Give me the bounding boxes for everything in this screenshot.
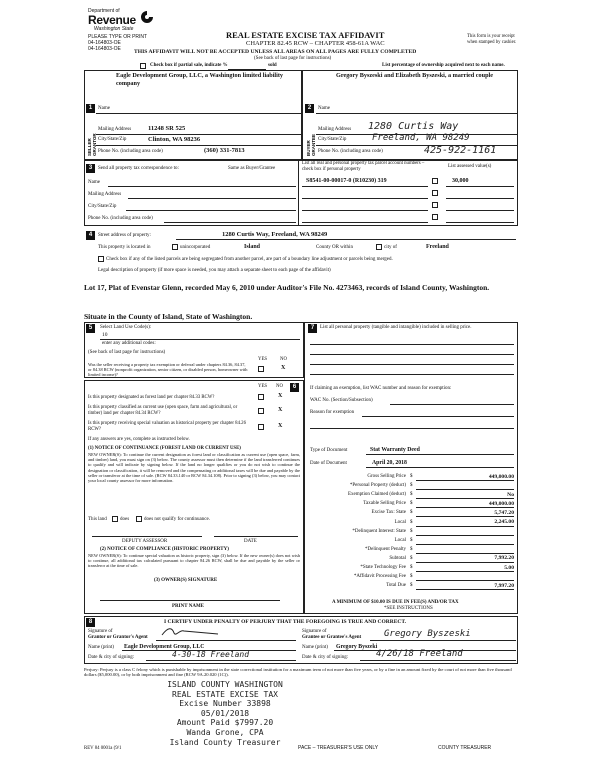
section-8-badge: 8 [86, 618, 95, 627]
street-label: Street address of property: [98, 233, 151, 238]
see-instructions-note: *SEE INSTRUCTIONS [384, 606, 433, 611]
tax-row-line [416, 589, 514, 590]
land-use-see-back: (See back of last page for instructions) [88, 350, 166, 355]
doc-date-label: Date of Document [310, 461, 347, 466]
send-to-city-label: City/State/Zip [88, 204, 117, 209]
tax-row-line [416, 580, 514, 581]
buyer-side-label: BUYER GRANTEE [306, 133, 316, 156]
deputy-assessor-label: DEPUTY ASSESSOR [122, 539, 168, 544]
s6-q3-yes-box[interactable] [258, 424, 264, 430]
unincorporated-label: unincorporated [180, 245, 211, 250]
form-subtitle: CHAPTER 82.45 RCW – CHAPTER 458-61A WAC [246, 40, 385, 47]
tax-row-label: *Affidavit Processing Fee [353, 574, 406, 580]
tax-row-value[interactable]: 7,997.20 [494, 582, 514, 589]
dept-name: Revenue [88, 13, 136, 27]
rev-code: REV 84 0001a (9/1 [84, 746, 122, 751]
s6-no: NO [276, 384, 283, 389]
tax-row-line [416, 544, 514, 545]
s5-no: NO [280, 357, 287, 362]
tax-row-dollar: $ [410, 537, 413, 543]
stamp-line-1: ISLAND COUNTY WASHINGTON [167, 680, 283, 689]
tax-row-value[interactable]: 5,747.20 [494, 509, 514, 516]
send-to-phone-label: Phone No. (including area code) [88, 216, 153, 221]
seller-name-label: Name [98, 106, 110, 111]
parcel-number[interactable]: S8541-00-00017-0 (R10230) 319 [306, 178, 387, 184]
stamp-line-4: 05/01/2018 [200, 708, 250, 718]
section-7-badge: 7 [308, 324, 317, 333]
buyer-phone-label: Phone No. (including area code) [318, 149, 383, 154]
s6-q1: Is this property designated as forest land per chapter 84.33 RCW? [88, 395, 215, 400]
land-does-label: does [120, 517, 130, 522]
personal-property-checkbox-2[interactable] [432, 190, 438, 196]
legal-description: Lot 17, Plat of Evenstar Glenn, recorded May 6, 2010 under Auditor's File No. 4273463, records of Island County, Washington. [84, 283, 490, 292]
seller-mailing[interactable]: 11248 SR 525 [148, 125, 186, 132]
buyer-name: Gregory Byszeski and Elizabeth Byszeski, a married couple [336, 72, 493, 79]
owner-signature-label: (3) OWNER(S) SIGNATURE [154, 578, 218, 583]
tax-row-line [416, 553, 514, 554]
personal-property-checkbox-1[interactable] [432, 178, 438, 184]
land-does-not-label: does not qualify for continuance. [144, 517, 210, 522]
s5-q1-yes-box[interactable] [258, 366, 264, 372]
tax-row-label: Total Due [386, 583, 406, 589]
grantee-date-city[interactable]: 4/26/18 Freeland [376, 649, 463, 659]
minimum-due-note: A MINIMUM OF $10.00 IS DUE IN FEE(S) AND/OR TAX [332, 600, 459, 605]
city-of-checkbox[interactable] [376, 244, 382, 250]
please-type: PLEASE TYPE OR PRINT [88, 34, 148, 40]
tax-row-value[interactable]: 7,992.20 [494, 555, 514, 562]
s6-q3: Is this property receiving special valuation as historical property per chapter 84.26 RCW? [88, 421, 246, 432]
grantee-sig-label-2: Grantee or Grantee's Agent [302, 635, 362, 640]
grantor-sig-label-2: Grantor or Grantor's Agent [88, 635, 148, 640]
buyer-city-label: City/State/Zip [318, 137, 347, 142]
stamp-line-7: Island County Treasurer [169, 737, 281, 747]
dept-state: Washington State [94, 26, 134, 32]
receipt-note-2: when stamped by cashier. [467, 40, 517, 45]
tax-row-value[interactable]: 449,000.00 [488, 500, 514, 507]
s6-yes: YES [258, 384, 268, 389]
section-4-badge: 4 [86, 231, 95, 240]
buyer-city[interactable]: Freeland, WA 98249 [372, 133, 470, 143]
tax-row-line [416, 571, 514, 572]
grantor-date-city[interactable]: 4-30-18 Freeland [172, 650, 250, 659]
tax-row-label: Gross Selling Price [367, 474, 406, 479]
notice1-title: (1) NOTICE OF CONTINUANCE (FOREST LAND OR CURRENT USE) [88, 446, 241, 451]
tax-row-dollar: $ [410, 565, 413, 570]
tax-row-label: Local [394, 537, 406, 543]
tax-row-label: Excise Tax: State [371, 510, 406, 516]
notice2-title: (2) NOTICE OF COMPLIANCE (HISTORIC PROPERTY) [100, 547, 229, 552]
same-as-buyer: Same as Buyer/Grantee [228, 166, 276, 171]
s5-yes: YES [258, 357, 268, 362]
legal-desc-label: Legal description of property (if more space is needed, you may attach a separate sheet to each page of the affidavit) [98, 268, 331, 273]
s6-q1-yes-box[interactable] [258, 394, 264, 400]
legal-situate: Situate in the County of Island, State of Washington. [84, 312, 253, 321]
city-of-label: city of [384, 245, 397, 250]
assessed-header: List assessed value(s) [448, 164, 492, 169]
tax-row-line [416, 489, 514, 490]
tax-row-label: *Delinquent Interest: State [352, 528, 406, 534]
stamp-line-3: Excise Number 33898 [179, 699, 271, 709]
tax-row-value[interactable]: 449,000.00 [488, 473, 514, 480]
unincorporated-checkbox[interactable] [172, 244, 178, 250]
personal-property-checkbox-4[interactable] [432, 214, 438, 220]
land-use-code[interactable]: 10 [102, 332, 108, 338]
seller-phone[interactable]: (360) 331-7813 [204, 147, 245, 154]
receipt-note-1: This form is your receipt [467, 34, 515, 39]
land-does-not-checkbox[interactable] [136, 516, 142, 522]
section-2-badge: 2 [305, 104, 314, 113]
section-6-badge: 6 [290, 383, 299, 392]
doc-date[interactable]: April 20, 2018 [372, 460, 407, 466]
see-back: (See back of last page for instructions) [254, 56, 332, 61]
tax-row-line [416, 480, 514, 481]
tax-row-dollar: $ [410, 483, 413, 489]
tax-row-dollar: $ [410, 574, 413, 580]
grantee-sig-label-1: Signature of [302, 629, 327, 634]
tax-row-line [416, 498, 514, 499]
dor-logo [88, 8, 158, 34]
tax-row-value[interactable]: 2,245.00 [494, 519, 514, 525]
stamp-line-2: REAL ESTATE EXCISE TAX [172, 689, 278, 699]
tax-row-label: Local [394, 519, 406, 525]
tax-row-dollar: $ [410, 528, 413, 534]
s6-q1-answer[interactable]: X [278, 393, 283, 399]
tax-row-line [416, 526, 514, 527]
exemption-label: If claiming an exemption, list WAC number and reason for exemption: [310, 386, 452, 391]
perjury-note: Perjury: Perjury is a class C felony which is punishable by imprisonment in the state correctional institution for a maximum term of not more than five years, or by a fine in an amount fixed by the court of not more than five thousand dollars ($5,000.00), or by both imprisonment and fine (RCW 9A.20.020 (1C)). [84, 667, 512, 678]
tax-row-dollar: $ [410, 501, 413, 507]
personal-property-label: List all personal property (tangible and intangible) included in selling price. [320, 325, 472, 330]
s6-q2-answer[interactable]: X [278, 407, 283, 413]
tax-row-label: Exemption Claimed (deduct) [347, 492, 406, 498]
located-label: This property is located in [98, 245, 151, 250]
grantor-sig-label-1: Signature of [88, 629, 113, 634]
tax-row-value[interactable]: No [507, 491, 514, 498]
parcel-header: List all real and personal property tax parcel account numbers – check box if personal property [302, 161, 425, 172]
certify-text: I CERTIFY UNDER PENALTY OF PERJURY THAT THE FOREGOING IS TRUE AND CORRECT. [164, 619, 407, 625]
notice1-text: NEW OWNER(S): To continue the current designation as forest land or classification as current use (open space, farm, and timber) land, you must sign on (3) below. The county assessor must then determine if the land transferred continues to qualify and will indicate by signing below. If the land no longer qualifies or you do not wish to continue the designation or classification, it will be removed and the compensating or additional taxes will be due and payable by the seller or transferor at the time of sale. (RCW 84.33.140 or RCW 84.34.108). Prior to signing (3) below, you may contact your local county assessor for more information. [88, 452, 300, 484]
tax-row-dollar: $ [410, 519, 413, 525]
treasurer-use-only: PACE – TREASURER'S USE ONLY [298, 745, 379, 751]
tax-row-line [416, 507, 514, 508]
grantor-name-label: Name (print) [88, 645, 114, 650]
city-name: Freeland [426, 244, 449, 250]
buyer-mailing[interactable]: 1280 Curtis Way [368, 121, 459, 132]
s6-q2-yes-box[interactable] [258, 408, 264, 414]
seller-side-label: SELLER GRANTOR [87, 133, 97, 156]
partial-sale-label: Check box if partial sale, indicate % [150, 63, 228, 68]
land-use-label: Select Land Use Code(s): [100, 325, 152, 330]
seller-mailing-label: Mailing Address [98, 127, 132, 132]
tax-row-line [416, 516, 514, 517]
additional-codes-label: enter any additional codes: [102, 341, 156, 346]
seller-phone-label: Phone No. (including area code) [98, 149, 163, 154]
warning-text: THIS AFFIDAVIT WILL NOT BE ACCEPTED UNLESS ALL AREAS ON ALL PAGES ARE FULLY COMPLETED [134, 49, 417, 55]
doc-type[interactable]: Stat Warranty Deed [370, 447, 420, 453]
buyer-name-label: Name [318, 106, 330, 111]
form-title: REAL ESTATE EXCISE TAX AFFIDAVIT [226, 30, 385, 40]
tax-row-dollar: $ [410, 492, 413, 498]
land-does-checkbox[interactable] [112, 516, 118, 522]
grantee-date-label: Date & city of signing: [302, 655, 349, 660]
tax-row-label: *Delinquent Penalty [365, 546, 406, 552]
revenue-swirl-icon [140, 10, 154, 24]
s6-q3-answer[interactable]: X [278, 423, 283, 429]
grantor-signature-scribble-icon[interactable] [160, 625, 220, 639]
tax-row-line [416, 535, 514, 536]
dept-line: Department of [88, 8, 120, 14]
sold-label: sold [268, 63, 277, 68]
property-street[interactable]: 1280 Curtis Way, Freeland, WA 98249 [222, 231, 328, 238]
tax-row-label: *State Technology Fee [360, 565, 406, 570]
treasurer-stamp [150, 680, 300, 747]
county-label: County OR within [316, 245, 353, 250]
segregated-checkbox[interactable] [98, 256, 104, 262]
s6-if-yes: If any answers are yes, complete as instructed below. [88, 437, 190, 442]
grantor-name[interactable]: Eagle Development Group, LLC [124, 644, 205, 650]
wac-label: WAC No. (Section/Subsection) [310, 398, 373, 403]
grantee-name[interactable]: Gregory Byszeki [336, 644, 378, 650]
notice2-text: NEW OWNER(S): To continue special valuation as historic property, sign (3) below. If the new owner(s) does not wish to continue, all additional tax calculated pursuant to chapter 84.26 RCW, shall be due and payable by the seller or transferor at the time of sale. [88, 553, 300, 569]
tax-row-dollar: $ [410, 546, 413, 552]
reason-label: Reason for exemption [310, 410, 355, 415]
section-3-badge: 3 [86, 164, 95, 173]
send-to-name-label: Name [88, 180, 100, 185]
grantee-signature[interactable]: Gregory Byszeski [384, 629, 471, 639]
tax-row-dollar: $ [410, 474, 413, 479]
seller-city[interactable]: Clinton, WA 98236 [148, 136, 201, 143]
section-5-badge: 5 [86, 324, 95, 333]
section-1-badge: 1 [86, 104, 95, 113]
form-code-2: 04-164803-OE [88, 46, 121, 52]
personal-property-checkbox-3[interactable] [432, 202, 438, 208]
s5-q1: Was the seller receiving a property tax exemption or deferral under chapters 84.36, 84.37, or 84.38 RCW (nonprofit organization, senior citizen, or disabled person, homeowner with limited income)? [88, 362, 248, 377]
seller-city-label: City/State/Zip [98, 137, 127, 142]
assessed-value[interactable]: 30,000 [452, 178, 469, 184]
tax-row-label: Taxable Selling Price [363, 501, 406, 507]
tax-row-dollar: $ [410, 583, 413, 589]
s5-q1-answer[interactable]: X [281, 365, 286, 371]
tax-row-label: Subtotal [389, 555, 406, 561]
seller-name: Eagle Development Group, LLC, a Washington limited liability company [116, 72, 284, 87]
s6-q2: Is this property classified as current use (open space, farm and agricultural, or timber) land per chapter 84.34 RCW? [88, 405, 238, 416]
section-3-label: Send all property tax correspondence to: [98, 166, 179, 171]
segregated-label: Check box if any of the listed parcels are being segregated from another parcel, are part of a boundary line adjustment or parcels being merged. [106, 257, 393, 262]
buyer-mailing-label: Mailing Address [318, 127, 352, 132]
tax-row-line [416, 562, 514, 563]
tax-row-dollar: $ [410, 510, 413, 516]
tax-row-value[interactable]: 5.00 [504, 564, 514, 571]
tax-row-dollar: $ [410, 555, 413, 561]
stamp-line-6: Wanda Grone, CPA [186, 727, 264, 737]
send-to-mailing-label: Mailing Address [88, 192, 122, 197]
grantor-date-label: Date & city of signing: [88, 655, 135, 660]
doc-type-label: Type of Document [310, 448, 348, 453]
list-pct-label: List percentage of ownership acquired next to each name. [382, 63, 505, 68]
partial-sale-checkbox[interactable] [140, 63, 146, 69]
buyer-phone[interactable]: 425-922-1161 [424, 145, 497, 156]
grantee-name-label: Name (print) [302, 645, 328, 650]
county-name: Island [244, 244, 261, 250]
tax-row-label: *Personal Property (deduct) [349, 483, 406, 489]
form-code-1: 04-164803-OE [88, 40, 121, 46]
print-name-label: PRINT NAME [172, 604, 204, 609]
county-treasurer-label: COUNTY TREASURER [438, 745, 492, 751]
assessor-date-label: DATE [244, 539, 257, 544]
this-land-label: This land [88, 517, 107, 522]
stamp-line-5: Amount Paid $7997.20 [176, 718, 274, 728]
